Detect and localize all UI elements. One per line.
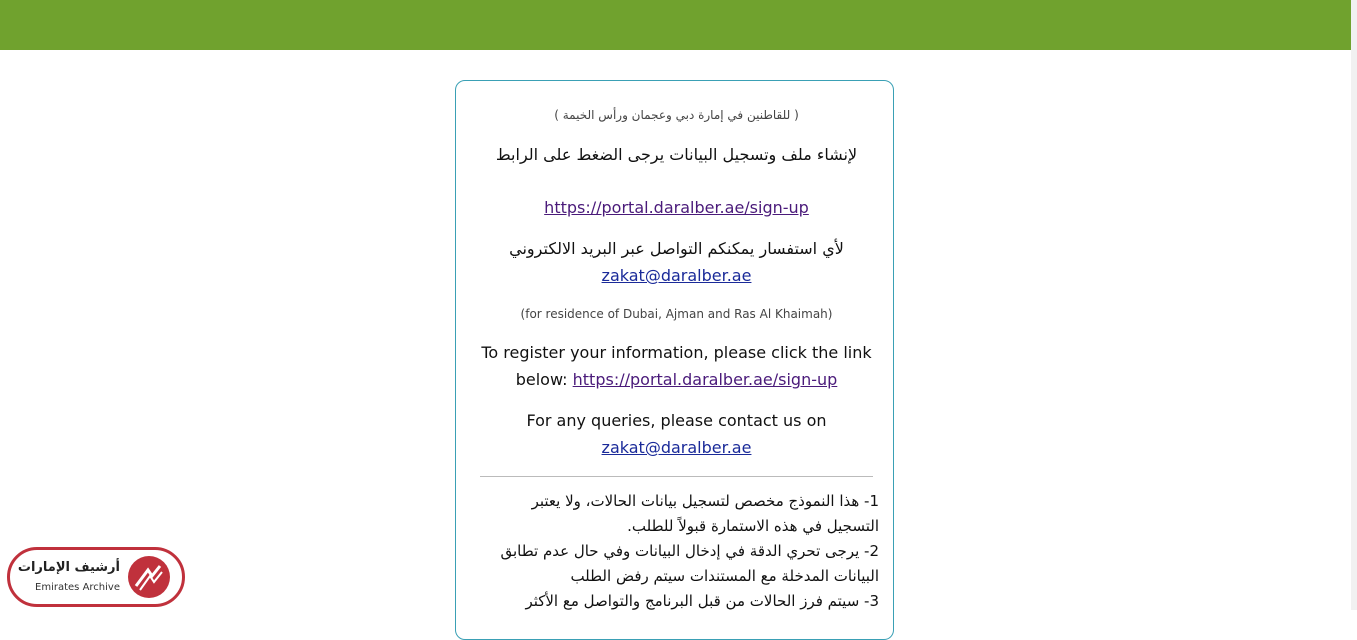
terms-notes-list — [476, 489, 879, 614]
emirates-archive-logo-icon — [128, 556, 170, 598]
badge-arabic-name: أرشيف الإمارات — [17, 560, 120, 575]
note-item-1: 1- هذا النموذج مخصص لتسجيل بيانات الحالات، ولا يعتبر التسجيل في هذه الاستمارة قبولاً للطلب. — [531, 492, 879, 535]
english-register-text — [480, 339, 873, 393]
signup-link-arabic[interactable]: https://portal.daralber.ae/sign-up — [544, 198, 809, 217]
english-query-label: For any queries, please contact us on — [526, 411, 827, 430]
registration-info-card — [455, 80, 894, 640]
english-residence-note: (for residence of Dubai, Ajman and Ras Al Khaimah) — [520, 307, 833, 321]
signup-link-english[interactable]: https://portal.daralber.ae/sign-up — [572, 370, 838, 389]
email-link-english[interactable]: zakat@daralber.ae — [601, 438, 752, 457]
arabic-residence-note: ( للقاطنين في إمارة دبي وعجمان ورأس الخيمة ) — [554, 108, 799, 122]
english-register-label: To register your information, please click the link below: — [481, 343, 872, 389]
arabic-register-label: لإنشاء ملف وتسجيل البيانات يرجى الضغط على الرابط — [495, 145, 858, 164]
arabic-register-text — [480, 141, 873, 168]
arabic-signup-link-row — [480, 194, 873, 221]
english-query-text — [480, 407, 873, 461]
note-item-2: 2- يرجى تحري الدقة في إدخال البيانات وفي حال عدم تطابق البيانات المدخلة مع المستندات سيتم رفض الطلب — [500, 542, 879, 585]
scrollbar[interactable] — [1351, 0, 1357, 610]
emirates-archive-watermark — [7, 547, 185, 607]
note-item-3: 3- سيتم فرز الحالات من قبل البرنامج والتواصل مع الأكثر — [525, 592, 879, 610]
arabic-query-text: لأي استفسار يمكنكم التواصل عبر البريد الالكتروني — [509, 239, 844, 258]
email-link-arabic[interactable]: zakat@daralber.ae — [601, 266, 752, 285]
top-header-bar — [0, 0, 1351, 50]
badge-english-name: Emirates Archive — [35, 582, 120, 593]
divider — [480, 476, 873, 477]
arabic-email-row — [480, 262, 873, 289]
